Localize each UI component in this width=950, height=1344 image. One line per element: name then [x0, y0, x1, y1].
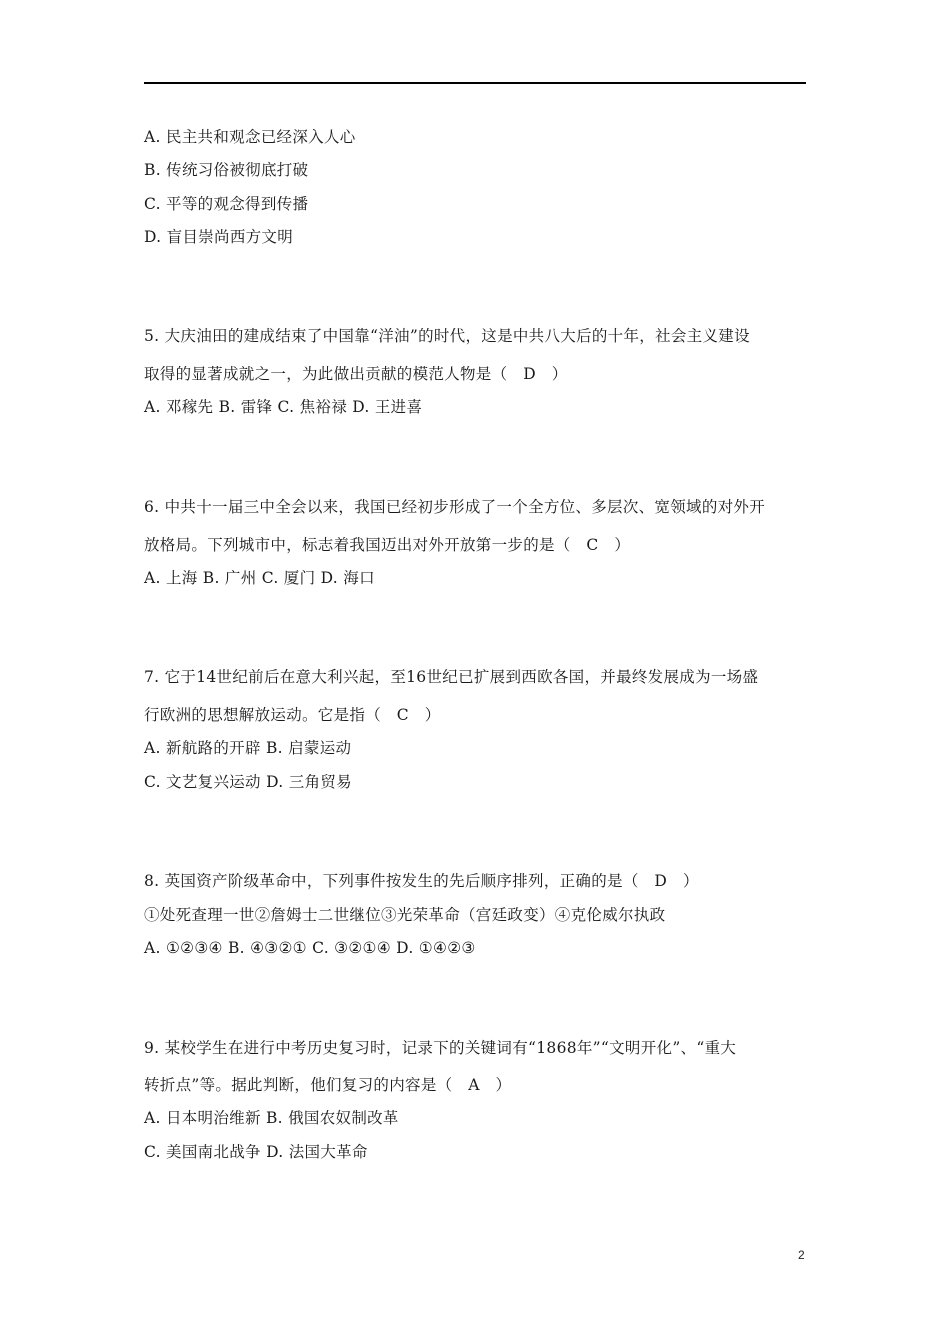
q8-stem-line2: ①处死查理一世②詹姆士二世继位③光荣革命（宫廷政变）④克伦威尔执政: [144, 906, 666, 924]
q4-option-d: D. 盲目崇尚西方文明: [144, 228, 294, 246]
q7-options-line2: C. 文艺复兴运动 D. 三角贸易: [144, 773, 352, 791]
q9-options-line2: C. 美国南北战争 D. 法国大革命: [144, 1143, 368, 1161]
q5-stem-line2: 取得的显著成就之一，为此做出贡献的模范人物是（ D ）: [144, 365, 568, 383]
q8-options: A. ①②③④ B. ④③②① C. ③②①④ D. ①④②③: [144, 939, 476, 957]
q9-stem-line2: 转折点”等。据此判断，他们复习的内容是（ A ）: [144, 1076, 512, 1094]
q5-stem-line1: 5. 大庆油田的建成结束了中国靠“洋油”的时代，这是中共八大后的十年，社会主义建设: [144, 327, 750, 345]
q5-options: A. 邓稼先 B. 雷锋 C. 焦裕禄 D. 王进喜: [144, 398, 423, 416]
q7-options-line1: A. 新航路的开辟 B. 启蒙运动: [144, 739, 352, 757]
q4-option-b: B. 传统习俗被彻底打破: [144, 161, 309, 179]
q9-stem-line1: 9. 某校学生在进行中考历史复习时，记录下的关键词有“1868年”“文明开化”、“重大: [144, 1039, 737, 1057]
q4-option-c: C. 平等的观念得到传播: [144, 195, 309, 213]
q7-stem-line2: 行欧洲的思想解放运动。它是指（ C ）: [144, 706, 441, 724]
q9-options-line1: A. 日本明治维新 B. 俄国农奴制改革: [144, 1109, 399, 1127]
page-number: 2: [798, 1248, 805, 1262]
q4-option-a: A. 民主共和观念已经深入人心: [144, 128, 356, 146]
q6-stem-line1: 6. 中共十一届三中全会以来，我国已经初步形成了一个全方位、多层次、宽领域的对外开: [144, 498, 766, 516]
q7-stem-line1: 7. 它于14世纪前后在意大利兴起，至16世纪已扩展到西欧各国，并最终发展成为一场盛: [144, 668, 759, 686]
header-rule: [144, 82, 806, 84]
q8-stem-line1: 8. 英国资产阶级革命中，下列事件按发生的先后顺序排列，正确的是（ D ）: [144, 872, 699, 890]
q6-options: A. 上海 B. 广州 C. 厦门 D. 海口: [144, 569, 375, 587]
q6-stem-line2: 放格局。下列城市中，标志着我国迈出对外开放第一步的是（ C ）: [144, 536, 631, 554]
